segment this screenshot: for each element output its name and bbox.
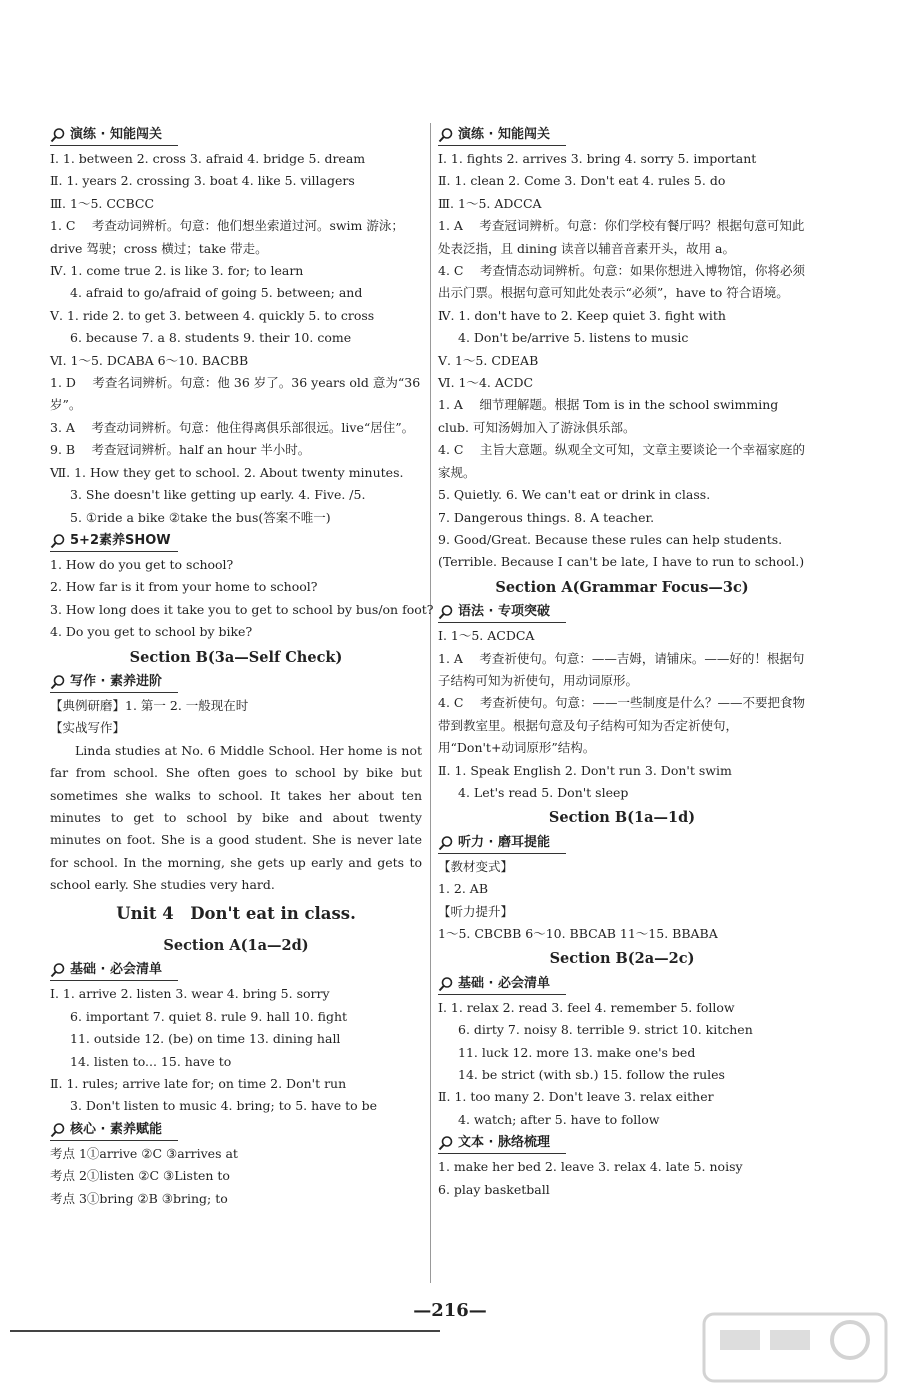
answer-line: 【教材变式】 xyxy=(438,858,514,874)
section-title: Section B(3a—Self Check) xyxy=(129,648,343,666)
answer-line: Ⅶ. 1. How they get to school. 2. About twenty minutes. xyxy=(50,464,404,480)
watermark-logo xyxy=(700,1310,890,1385)
magnifier-icon xyxy=(50,962,66,978)
section-heading xyxy=(50,531,178,552)
section-heading xyxy=(438,1133,566,1154)
section-heading-label: 听力 · 磨耳提能 xyxy=(458,834,550,850)
answer-explanation: 1. D 考查名词辨析。句意：他 36 岁了。36 years old 意为“36 岁”。 xyxy=(50,375,421,413)
section-heading-label: 5+2素养SHOW xyxy=(70,532,171,548)
magnifier-icon xyxy=(50,674,66,690)
answer-line: 4. afraid to go/afraid of going 5. between; and xyxy=(70,285,363,301)
answer-line: Ⅰ. 1. relax 2. read 3. feel 4. remember 5. follow xyxy=(438,999,735,1015)
answer-line: Ⅵ. 1～4. ACDC xyxy=(438,375,534,391)
unit-title: Unit 4 Don't eat in class. xyxy=(116,903,356,923)
answer-line: 1～5. CBCBB 6～10. BBCAB 11～15. BBABA xyxy=(438,926,718,941)
right-column xyxy=(438,123,806,1201)
column-divider xyxy=(430,123,431,1283)
answer-line: 4. Don't be/arrive 5. listens to music xyxy=(458,330,689,346)
answer-line: 4. watch; after 5. have to follow xyxy=(458,1111,660,1127)
answer-line: 4. Let's read 5. Don't sleep xyxy=(458,784,629,800)
magnifier-icon xyxy=(438,1135,454,1151)
section-heading-label: 演练 · 知能闯关 xyxy=(458,126,550,142)
magnifier-icon xyxy=(50,127,66,143)
answer-line: Ⅲ. 1～5. CCBCC xyxy=(50,195,155,211)
section-heading xyxy=(50,1120,178,1141)
answer-line: Ⅱ. 1. years 2. crossing 3. boat 4. like 5. villagers xyxy=(50,173,355,189)
answer-line: Ⅱ. 1. too many 2. Don't leave 3. relax either xyxy=(438,1089,714,1105)
answer-line: 【典例研磨】1. 第一 2. 一般现在时 xyxy=(50,697,249,713)
answer-line: Ⅲ. 1～5. ADCCA xyxy=(438,195,542,211)
answer-line: 11. luck 12. more 13. make one's bed xyxy=(458,1044,696,1060)
answer-line: 考点 2①listen ②C ③Listen to xyxy=(50,1168,230,1184)
section-heading-label: 语法 · 专项突破 xyxy=(458,603,550,619)
answer-line: Ⅰ. 1. between 2. cross 3. afraid 4. bridge 5. dream xyxy=(50,151,366,166)
answer-line: 7. Dangerous things. 8. A teacher. xyxy=(438,509,655,525)
magnifier-icon xyxy=(50,533,66,549)
magnifier-icon xyxy=(438,835,454,851)
answer-line: 11. outside 12. (be) on time 13. dining hall xyxy=(70,1031,341,1047)
section-heading xyxy=(438,602,566,623)
section-heading-label: 写作 · 素养进阶 xyxy=(70,673,162,689)
answer-line: 1. make her bed 2. leave 3. relax 4. late 5. noisy xyxy=(438,1159,743,1175)
magnifier-icon xyxy=(50,1122,66,1138)
answer-line: 5. ①ride a bike ②take the bus(答案不唯一) xyxy=(70,509,331,525)
answer-line: 【听力提升】 xyxy=(438,903,514,919)
answer-line: Ⅳ. 1. don't have to 2. Keep quiet 3. fight with xyxy=(438,307,726,323)
answer-line: 4. Do you get to school by bike? xyxy=(50,624,253,640)
answer-line: 1. 2. AB xyxy=(438,881,489,897)
answer-explanation: 1. A 考查祈使句。句意：——吉姆，请铺床。——好的！根据句子结构可知为祈使句，用动词原形。 xyxy=(438,650,805,688)
answer-line: Ⅰ. 1～5. ACDCA xyxy=(438,628,535,644)
answer-explanation: 1. C 考查动词辨析。句意：他们想坐索道过河。swim 游泳；drive 驾驶；cross 横过；take 带走。 xyxy=(50,218,404,256)
answer-line: 【实战写作】 xyxy=(50,720,126,736)
answer-line: Ⅵ. 1～5. DCABA 6～10. BACBB xyxy=(50,352,249,368)
section-heading xyxy=(50,960,178,981)
answer-line: Ⅴ. 1. ride 2. to get 3. between 4. quickly 5. to cross xyxy=(50,307,375,323)
answer-line: 14. be strict (with sb.) 15. follow the rules xyxy=(458,1067,725,1083)
section-heading-label: 文本 · 脉络梳理 xyxy=(458,1135,550,1151)
answer-line: Ⅰ. 1. arrive 2. listen 3. wear 4. bring 5. sorry xyxy=(50,986,330,1002)
section-heading-label: 演练 · 知能闯关 xyxy=(70,126,162,142)
answer-line: Ⅳ. 1. come true 2. is like 3. for; to learn xyxy=(50,263,304,279)
answer-line: Ⅱ. 1. clean 2. Come 3. Don't eat 4. rules 5. do xyxy=(438,173,726,189)
answer-line: Ⅱ. 1. Speak English 2. Don't run 3. Don't swim xyxy=(438,762,732,778)
page-number: —216— xyxy=(413,1300,487,1321)
answer-explanation: 4. C 考查祈使句。句意：——一些制度是什么？——不要把食物带到教室里。根据句意及句子结构可知为否定祈使句，用“Don't+动词原形”结构。 xyxy=(438,695,805,756)
section-heading-label: 核心 · 素养赋能 xyxy=(70,1121,162,1137)
section-heading-label: 基础 · 必会清单 xyxy=(70,962,162,978)
answer-explanation: 4. C 主旨大意题。纵观全文可知，文章主要谈论一个幸福家庭的家规。 xyxy=(438,442,805,480)
answer-explanation: 1. A 考查冠词辨析。句意：你们学校有餐厅吗？根据句意可知此处表泛指，且 dining 读音以辅音音素开头，故用 a。 xyxy=(438,218,805,256)
answer-line: 3. Don't listen to music 4. bring; to 5. have to be xyxy=(70,1098,377,1114)
section-heading xyxy=(50,125,178,146)
answer-line: 14. listen to... 15. have to xyxy=(70,1053,232,1069)
answer-line: Ⅰ. 1. fights 2. arrives 3. bring 4. sorry 5. important xyxy=(438,151,757,166)
answer-line: 考点 3①bring ②B ③bring; to xyxy=(50,1190,228,1206)
answer-line: 6. important 7. quiet 8. rule 9. hall 10. fight xyxy=(70,1008,348,1024)
answer-line: 2. How far is it from your home to school? xyxy=(50,579,318,595)
answer-line: Ⅱ. 1. rules; arrive late for; on time 2. Don't run xyxy=(50,1076,347,1092)
left-column xyxy=(50,123,434,1210)
section-title: Section B(2a—2c) xyxy=(549,950,695,968)
answer-line: 1. How do you get to school? xyxy=(50,556,234,572)
answer-line: 考点 1①arrive ②C ③arrives at xyxy=(50,1145,238,1161)
section-heading xyxy=(438,125,566,146)
answer-explanation: 3. A 考查动词辨析。句意：他住得离俱乐部很远。live“居住”。 xyxy=(50,419,415,435)
answer-line: 5. Quietly. 6. We can't eat or drink in class. xyxy=(438,487,711,503)
section-heading-label: 基础 · 必会清单 xyxy=(458,975,550,991)
answer-line: 3. She doesn't like getting up early. 4. Five. /5. xyxy=(70,487,366,503)
answer-line: 6. play basketball xyxy=(438,1181,550,1197)
magnifier-icon xyxy=(438,604,454,620)
section-title: Section A(1a—2d) xyxy=(163,937,309,954)
section-title: Section B(1a—1d) xyxy=(548,809,696,827)
answer-explanation: 4. C 考查情态动词辨析。句意：如果你想进入博物馆，你将必须出示门票。根据句意可知此处表示“必须”，have to 符合语境。 xyxy=(438,263,805,301)
answer-explanation: 1. A 细节理解题。根据 Tom is in the school swimming club. 可知汤姆加入了游泳俱乐部。 xyxy=(438,397,779,435)
answer-line: Ⅴ. 1～5. CDEAB xyxy=(438,352,539,368)
section-heading xyxy=(438,974,566,995)
answer-line: 6. dirty 7. noisy 8. terrible 9. strict 10. kitchen xyxy=(458,1022,753,1038)
section-heading xyxy=(50,672,178,693)
section-heading xyxy=(438,833,566,854)
bottom-rule xyxy=(10,1330,440,1332)
answer-line: 6. because 7. a 8. students 9. their 10. come xyxy=(70,330,352,346)
answer-line: 9. B 考查冠词辨析。half an hour 半小时。 xyxy=(50,442,311,458)
section-title: Section A(Grammar Focus—3c) xyxy=(495,578,749,596)
essay-paragraph: Linda studies at No. 6 Middle School. Her home is not far from school. She often goes to school by bike but sometimes she walks to school. It takes her about ten minutes to get to school by bike and about twenty minutes on foot. She is a good student. She is never late for school. In the morning, she gets up early and gets to school early. She studies very hard. xyxy=(50,742,422,893)
answer-line: 3. How long does it take you to get to school by bus/on foot? xyxy=(50,601,434,617)
magnifier-icon xyxy=(438,976,454,992)
magnifier-icon xyxy=(438,127,454,143)
answer-explanation: 9. Good/Great. Because these rules can help students. (Terrible. Because I can't be late, I have to run to school.) xyxy=(438,531,805,570)
